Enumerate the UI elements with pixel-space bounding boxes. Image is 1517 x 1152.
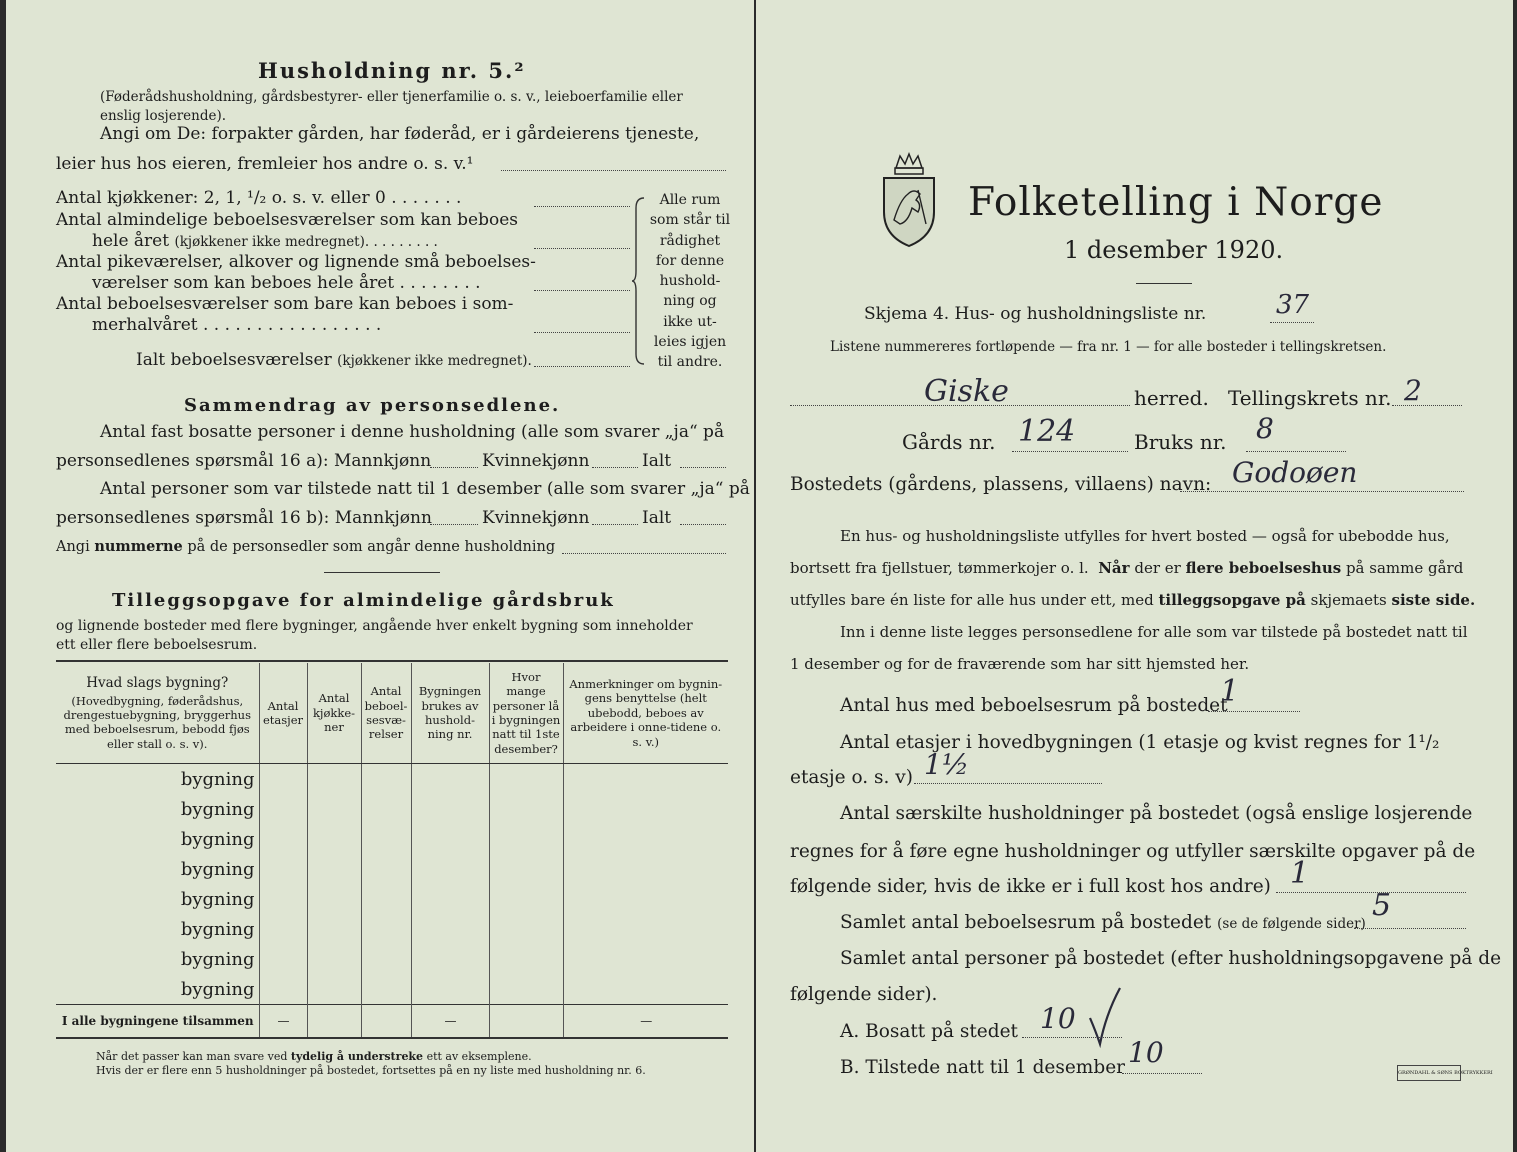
table-cell[interactable]	[411, 794, 489, 824]
gards-field[interactable]	[1012, 451, 1128, 452]
total-used-by-dash: —	[411, 1005, 489, 1039]
tellingskrets-value: 2	[1404, 374, 1422, 407]
table-cell[interactable]	[563, 884, 728, 914]
table-cell[interactable]	[307, 974, 361, 1005]
para2-line1: Inn i denne liste legges personsedlene for alle som var tilstede på bostedet natt til	[840, 623, 1468, 641]
table-row	[56, 974, 728, 1005]
ordinary-rooms-label-1: Antal almindelige beboelsesværelser som kan beboes	[56, 210, 518, 230]
col-header-building-type: Hvad slags bygning? (Hovedbygning, føderådshus, drengestuebygning, bryggerhus med beboelsesrum, bebodd fjøs eller stall o. s. v).	[56, 663, 259, 764]
ordinary-rooms-field[interactable]	[534, 248, 630, 249]
footnote-1: Når det passer kan man svare ved tydelig å understreke ett av eksemplene.	[96, 1050, 532, 1063]
table-cell[interactable]	[361, 944, 411, 974]
table-cell[interactable]	[563, 974, 728, 1005]
right-page	[756, 0, 1513, 1152]
list-number-field[interactable]	[1270, 322, 1314, 323]
houses-value: 1	[1220, 674, 1240, 709]
table-cell[interactable]	[307, 854, 361, 884]
table-cell[interactable]	[259, 884, 307, 914]
floors-question-line1: Antal etasjer i hovedbygningen (1 etasje og kvist regnes for 1¹/₂	[840, 732, 1440, 753]
herred-value: Giske	[924, 374, 1009, 409]
table-header-row	[56, 663, 728, 764]
household-intro-line2: leier hus hos eieren, fremleier hos andre o. s. v.¹	[56, 154, 474, 174]
table-cell[interactable]	[563, 794, 728, 824]
table-cell[interactable]	[259, 764, 307, 795]
persons-question-line2: følgende sider).	[790, 984, 938, 1005]
table-cell[interactable]	[411, 764, 489, 795]
rooms-field[interactable]	[1354, 928, 1466, 929]
numbering-note: Listene nummereres fortløpende — fra nr. 1 — for alle bosteder i tellingskretsen.	[830, 339, 1387, 355]
left-page	[6, 0, 754, 1152]
numbers-label: Angi nummerne på de personsedler som angår denne husholdning	[56, 538, 556, 555]
table-cell[interactable]	[411, 914, 489, 944]
col-header-used-by: Bygningen brukes av hushold-ning nr.	[411, 663, 489, 764]
table-cell[interactable]	[489, 794, 563, 824]
building-type-cell[interactable]: bygning	[56, 914, 259, 944]
title-divider	[1136, 283, 1192, 284]
table-cell[interactable]	[563, 854, 728, 884]
table-cell[interactable]	[489, 944, 563, 974]
building-type-cell[interactable]: bygning	[56, 974, 259, 1005]
floors-field[interactable]	[914, 783, 1102, 784]
section-divider	[324, 572, 440, 573]
norwegian-coat-of-arms-icon	[874, 150, 944, 250]
checkmark-icon	[1086, 984, 1126, 1050]
households-value: 1	[1290, 856, 1310, 891]
para1-line1: En hus- og husholdningsliste utfylles for hvert bosted — også for ubebodde hus,	[840, 527, 1450, 545]
maid-rooms-label-1: Antal pikeværelser, alkover og lignende små beboelses-	[56, 252, 536, 272]
building-type-cell[interactable]: bygning	[56, 794, 259, 824]
table-cell[interactable]	[259, 974, 307, 1005]
table-cell[interactable]	[411, 944, 489, 974]
table-cell[interactable]	[307, 764, 361, 795]
table-cell[interactable]	[411, 974, 489, 1005]
houses-field[interactable]	[1208, 711, 1300, 712]
table-cell[interactable]	[361, 914, 411, 944]
summer-rooms-label-1: Antal beboelsesværelser som bare kan beboes i som-	[56, 294, 514, 314]
total-persons-cell[interactable]	[489, 1005, 563, 1039]
bruks-field[interactable]	[1246, 451, 1346, 452]
building-type-cell[interactable]: bygning	[56, 764, 259, 795]
floors-value: 1½	[924, 748, 969, 781]
rooms-value: 5	[1372, 888, 1392, 923]
summary-p1-line2: personsedlenes spørsmål 16 a): Mannkjønn	[56, 451, 432, 471]
col-header-persons: Hvor mange personer lå i bygningen natt til 1ste desember?	[489, 663, 563, 764]
printer-stamp: GRØNDAHL & SØNS BOKTRYKKERI	[1397, 1065, 1461, 1081]
present-male-field[interactable]	[430, 524, 478, 525]
supplement-title: Tilleggsopgave for almindelige gårdsbruk	[112, 590, 615, 611]
table-cell[interactable]	[307, 794, 361, 824]
supplement-sub-line1: og lignende bosteder med flere bygninger, angående hver enkelt bygning som inneholder	[56, 618, 693, 634]
table-cell[interactable]	[563, 914, 728, 944]
para1-line2: bortsett fra fjellstuer, tømmerkojer o. l. Når der er flere beboelseshus på samme gård	[790, 559, 1464, 577]
tellingskrets-label: Tellingskrets nr.	[1228, 386, 1392, 410]
table-cell[interactable]	[361, 794, 411, 824]
households-question-line3: følgende sider, hvis de ikke er i full kost hos andre)	[790, 876, 1271, 897]
summary-p1-line1: Antal fast bosatte personer i denne husholdning (alle som svarer „ja“ på	[100, 422, 725, 442]
col-header-kitchens: Antal kjøkke-ner	[307, 663, 361, 764]
household-intro-note: (Føderådshusholdning, gårdsbestyrer- eller tjenerfamilie o. s. v., leieboerfamilie eller enslig losjerende).	[100, 89, 683, 124]
supplement-sub-line2: ett eller flere beboelsesrum.	[56, 637, 258, 653]
ordinary-rooms-label-2: hele året (kjøkkener ikke medregnet). . . . . . . . .	[92, 231, 438, 251]
bosted-field[interactable]	[1180, 491, 1464, 492]
table-row	[56, 824, 728, 854]
col-header-rooms: Antal beboel-sesvæ-relser	[361, 663, 411, 764]
kitchens-label: Antal kjøkkener: 2, 1, ¹/₂ o. s. v. eller 0 . . . . . . .	[56, 188, 462, 208]
table-top-rule	[56, 660, 728, 662]
table-cell[interactable]	[489, 914, 563, 944]
para1-line3: utfylles bare én liste for alle hus under ett, med tilleggsopgave på skjemaets siste side.	[790, 591, 1476, 609]
table-cell[interactable]	[489, 824, 563, 854]
table-cell[interactable]	[411, 824, 489, 854]
total-label: I alle bygningene tilsammen	[56, 1005, 259, 1039]
bruks-value: 8	[1256, 412, 1274, 445]
persons-question-line1: Samlet antal personer på bostedet (efter husholdningsopgavene på de	[840, 948, 1502, 969]
table-cell[interactable]	[259, 944, 307, 974]
table-row	[56, 854, 728, 884]
para2-line2: 1 desember og for de fraværende som har sitt hjemsted her.	[790, 655, 1250, 673]
table-cell[interactable]	[489, 884, 563, 914]
resident-female-label: Kvinnekjønn	[482, 451, 590, 471]
table-row	[56, 794, 728, 824]
present-female-field[interactable]	[592, 524, 638, 525]
total-kitchens-cell[interactable]	[307, 1005, 361, 1039]
rooms-question: Samlet antal beboelsesrum på bostedet (se de følgende sider)	[840, 912, 1366, 933]
table-cell[interactable]	[307, 944, 361, 974]
bruks-label: Bruks nr.	[1134, 430, 1227, 454]
households-question-line2: regnes for å føre egne husholdninger og utfyller særskilte opgaver på de	[790, 841, 1476, 862]
present-value: 10	[1128, 1036, 1164, 1069]
table-cell[interactable]	[361, 824, 411, 854]
table-cell[interactable]	[361, 884, 411, 914]
household-intro-line1: Angi om De: forpakter gården, har føderåd, er i gårdeierens tjeneste,	[100, 124, 700, 144]
table-row	[56, 764, 728, 795]
table-cell[interactable]	[563, 824, 728, 854]
resident-question: A. Bosatt på stedet	[840, 1021, 1018, 1042]
maid-rooms-field[interactable]	[534, 290, 630, 291]
form-title: Folketelling i Norge	[968, 180, 1384, 225]
table-row	[56, 884, 728, 914]
present-field[interactable]	[1122, 1073, 1202, 1074]
household-type-field[interactable]	[501, 170, 726, 171]
table-cell[interactable]	[563, 944, 728, 974]
col-header-remarks: Anmerkninger om bygnin-gens benyttelse (helt ubebodd, beboes av arbeidere i onne-tidene o. s. v.)	[563, 663, 728, 764]
summer-rooms-field[interactable]	[534, 332, 630, 333]
table-cell[interactable]	[361, 764, 411, 795]
col-header-floors: Antal etasjer	[259, 663, 307, 764]
bosted-value: Godoøen	[1232, 456, 1358, 489]
numbers-field[interactable]	[562, 553, 726, 554]
table-cell[interactable]	[489, 764, 563, 795]
summary-p2-line1: Antal personer som var tilstede natt til 1 desember (alle som svarer „ja“ på	[100, 479, 750, 499]
buildings-table	[56, 663, 728, 1039]
table-cell[interactable]	[259, 794, 307, 824]
present-female-label: Kvinnekjønn	[482, 508, 590, 528]
footnote-2: Hvis der er flere enn 5 husholdninger på bostedet, fortsettes på en ny liste med husholdning nr. 6.	[96, 1064, 646, 1077]
summary-p2-line2: personsedlenes spørsmål 16 b): Mannkjønn	[56, 508, 432, 528]
houses-question: Antal hus med beboelsesrum på bostedet	[840, 695, 1228, 716]
total-rooms-field[interactable]	[534, 366, 630, 367]
total-floors-dash: —	[259, 1005, 307, 1039]
table-cell[interactable]	[259, 914, 307, 944]
bosted-label: Bostedets (gårdens, plassens, villaens) navn:	[790, 474, 1212, 495]
total-rooms-label: Ialt beboelsesværelser (kjøkkener ikke medregnet).	[136, 350, 532, 370]
resident-value: 10	[1040, 1002, 1076, 1035]
total-remarks-dash: —	[563, 1005, 728, 1039]
building-type-cell[interactable]: bygning	[56, 884, 259, 914]
maid-rooms-label-2: værelser som kan beboes hele året . . . . . . . .	[92, 273, 481, 293]
table-cell[interactable]	[563, 764, 728, 795]
table-cell[interactable]	[411, 854, 489, 884]
table-cell[interactable]	[489, 974, 563, 1005]
table-cell[interactable]	[259, 854, 307, 884]
gards-value: 124	[1018, 414, 1076, 449]
building-type-cell[interactable]: bygning	[56, 944, 259, 974]
floors-question-line2: etasje o. s. v)	[790, 767, 913, 788]
total-rooms-cell[interactable]	[361, 1005, 411, 1039]
table-cell[interactable]	[307, 884, 361, 914]
table-total-row	[56, 1005, 728, 1039]
present-total-field[interactable]	[680, 524, 726, 525]
table-row	[56, 944, 728, 974]
list-number-value: 37	[1276, 290, 1310, 320]
brace-icon	[632, 196, 648, 366]
gards-label: Gårds nr.	[902, 430, 996, 454]
table-cell[interactable]	[489, 854, 563, 884]
summer-rooms-label-2: merhalvåret . . . . . . . . . . . . . . . . .	[92, 315, 382, 335]
resident-female-field[interactable]	[592, 467, 638, 468]
herred-label: herred.	[1134, 386, 1209, 410]
resident-male-field[interactable]	[430, 467, 478, 468]
summary-title: Sammendrag av personsedlene.	[184, 395, 561, 416]
census-date: 1 desember 1920.	[1064, 236, 1284, 264]
households-field[interactable]	[1276, 892, 1466, 893]
table-cell[interactable]	[361, 854, 411, 884]
building-type-cell[interactable]: bygning	[56, 824, 259, 854]
resident-total-field[interactable]	[680, 467, 726, 468]
building-type-cell[interactable]: bygning	[56, 854, 259, 884]
resident-total-label: Ialt	[642, 451, 672, 471]
kitchens-field[interactable]	[534, 206, 630, 207]
table-cell[interactable]	[307, 824, 361, 854]
household-heading: Husholdning nr. 5.²	[258, 58, 526, 83]
table-cell[interactable]	[361, 974, 411, 1005]
table-row	[56, 914, 728, 944]
table-cell[interactable]	[411, 884, 489, 914]
tellingskrets-field[interactable]	[1392, 405, 1462, 406]
present-total-label: Ialt	[642, 508, 672, 528]
table-cell[interactable]	[259, 824, 307, 854]
side-note: Alle rum som står til rådighet for denne hushold- ning og ikke ut- leies igjen til andre.	[649, 192, 731, 371]
present-question: B. Tilstede natt til 1 desember	[840, 1057, 1125, 1078]
schema-label: Skjema 4. Hus- og husholdningsliste nr.	[864, 304, 1207, 324]
households-question-line1: Antal særskilte husholdninger på bostedet (også enslige losjerende	[840, 803, 1473, 824]
table-cell[interactable]	[307, 914, 361, 944]
